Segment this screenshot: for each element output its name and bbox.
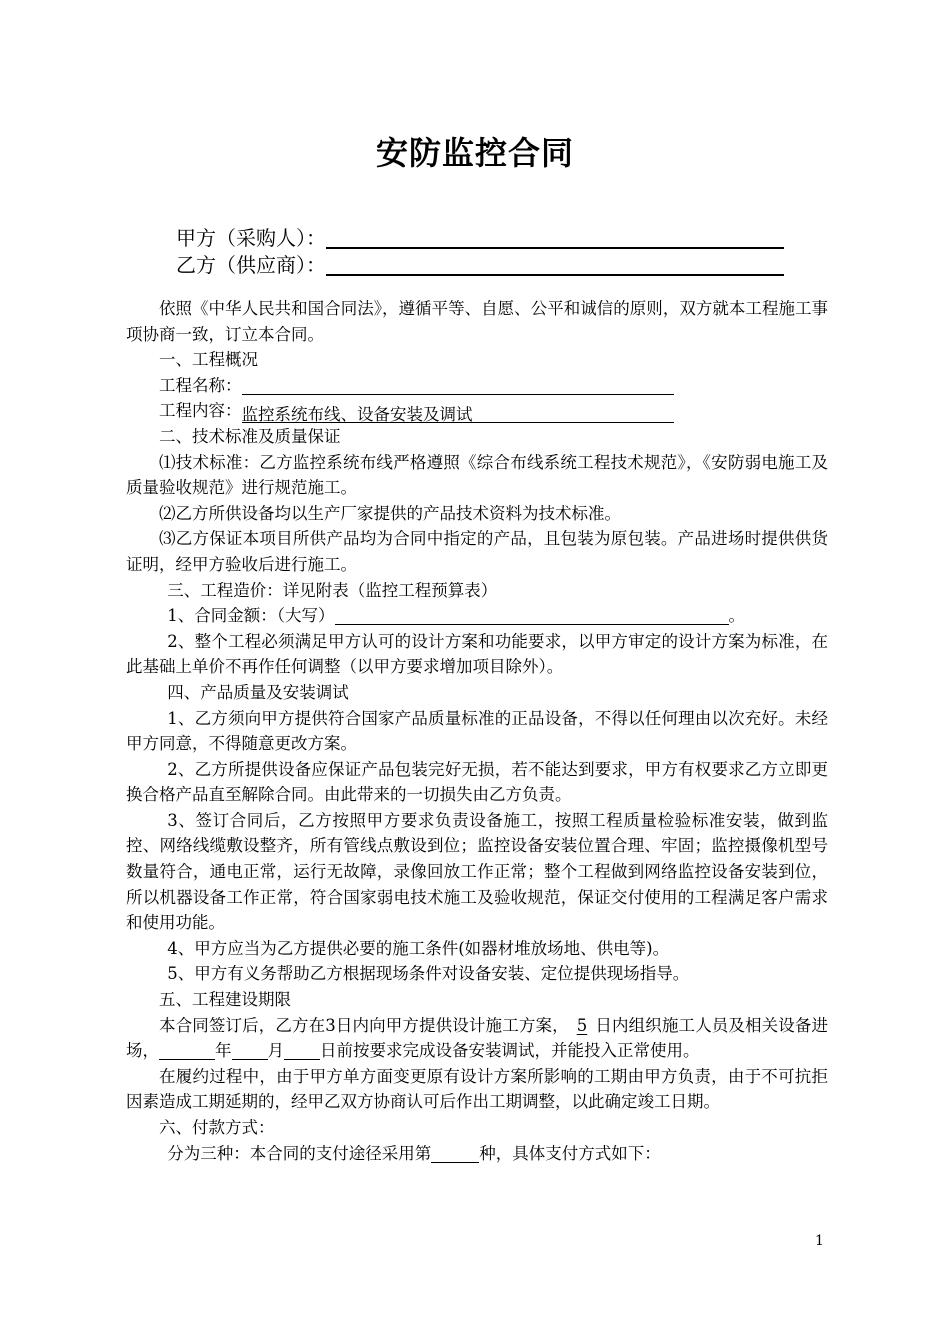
project-content-value: 监控系统布线、设备安装及调试 <box>242 402 674 423</box>
section-5-para-1 <box>126 1013 828 1064</box>
year-blank <box>159 1039 215 1060</box>
project-content-line <box>126 398 828 424</box>
days-value: 5 <box>576 1015 588 1035</box>
party-a-blank <box>326 223 784 249</box>
section-4-item-1: 1、乙方须向甲方提供符合国家产品质量标准的正品设备，不得以任何理由以次充好。未经甲方同意，不得随意更改方案。 <box>126 708 828 754</box>
payment-text-a: 分为三种：本合同的支付途径采用第 <box>167 1143 432 1163</box>
party-b-label: 乙方（供应商）： <box>176 253 326 277</box>
contract-amount-blank <box>335 604 729 625</box>
project-name-blank <box>242 374 674 395</box>
section-3-heading: 三、工程造价：详见附表（监控工程预算表） <box>167 580 498 600</box>
project-name-label: 工程名称： <box>159 375 242 395</box>
section-4-item-4: 4、甲方应当为乙方提供必要的施工条件(如器材堆放场地、供电等)。 <box>167 938 670 958</box>
month-blank <box>232 1039 268 1060</box>
party-a-line <box>176 223 784 253</box>
page-number: 1 <box>815 1233 824 1249</box>
document-title: 安防监控合同 <box>375 134 574 172</box>
section-4-item-5: 5、甲方有义务帮助乙方根据现场条件对设备安装、定位提供现场指导。 <box>167 964 690 984</box>
section-2-item-2: ⑵乙方所供设备均以生产厂家提供的产品技术资料为技术标准。 <box>159 503 621 523</box>
party-b-line <box>176 250 784 280</box>
contract-amount-end: 。 <box>728 606 745 626</box>
section-6-heading: 六、付款方式： <box>159 1118 275 1137</box>
schedule-text-b: 日内组织施工人员及相关设备进场， <box>126 1015 828 1061</box>
party-b-blank <box>326 250 784 276</box>
party-a-label: 甲方（采购人）： <box>176 226 326 250</box>
preamble: 依照《中华人民共和国合同法》，遵循平等、自愿、公平和诚信的原则，双方就本工程施工事项协商一致，订立本合同。 <box>126 299 828 344</box>
year-label: 年 <box>215 1041 232 1061</box>
payment-method-blank <box>431 1142 479 1163</box>
section-1-heading: 一、工程概况 <box>159 350 258 370</box>
section-4-item-2: 2、乙方所提供设备应保证产品包装完好无损，若不能达到要求，甲方有权要求乙方立即更换合格产品直至解除合同。由此带来的一切损失由乙方负责。 <box>126 759 828 805</box>
payment-text-b: 种，具体支付方式如下： <box>479 1143 661 1163</box>
contract-amount-line <box>126 603 828 629</box>
contract-body <box>126 296 828 1166</box>
project-content-label: 工程内容： <box>159 401 242 421</box>
section-5-para-2: 在履约过程中，由于甲方单方面变更原有设计方案所影响的工期由甲方负责，由于不可抗拒因素造成工期延期的，经甲乙双方协商认可后作出工期调整，以此确定竣工日期。 <box>126 1066 828 1112</box>
month-label: 月 <box>267 1041 284 1061</box>
contract-amount-label: 1、合同金额：（大写） <box>167 606 335 626</box>
section-2-heading: 二、技术标准及质量保证 <box>159 426 341 446</box>
section-2-item-1: ⑴技术标准：乙方监控系统布线严格遵照《综合布线系统工程技术规范》，《安防弱电施工及质量验收规范》进行规范施工。 <box>126 452 828 498</box>
section-2-item-3: ⑶乙方保证本项目所供产品均为合同中指定的产品，且包装为原包装。产品进场时提供供货证明，经甲方验收后进行施工。 <box>126 529 828 574</box>
project-name-line <box>126 373 828 399</box>
section-5-heading: 五、工程建设期限 <box>159 990 291 1010</box>
schedule-text-c: 日前按要求完成设备安装调试，并能投入正常使用。 <box>320 1041 700 1061</box>
section-6-para-1 <box>126 1141 828 1167</box>
section-4-item-3: 3、签订合同后，乙方按照甲方要求负责设备施工，按照工程质量检验标准安装，做到监控、网络线缆敷设整齐，所有管线点敷设到位；监控设备安装位置合理、牢固；监控摄像机型号数量符合，通电正常，运行无故障，录像回放工作正常；整个工程做到网络监控设备安装到位，所以机器设备工作正常，符合国家弱电技术施工及验收规范，保证交付使用的工程满足客户需求和使用功能。 <box>126 810 828 933</box>
schedule-text-a: 本合同签订后，乙方在3日内向甲方提供设计施工方案， <box>159 1015 569 1035</box>
day-blank <box>284 1039 320 1060</box>
section-4-heading: 四、产品质量及安装调试 <box>167 682 349 702</box>
section-3-item-2: 2、整个工程必须满足甲方认可的设计方案和功能要求，以甲方审定的设计方案为标准，在此基础上单价不再作任何调整（以甲方要求增加项目除外）。 <box>126 631 828 677</box>
